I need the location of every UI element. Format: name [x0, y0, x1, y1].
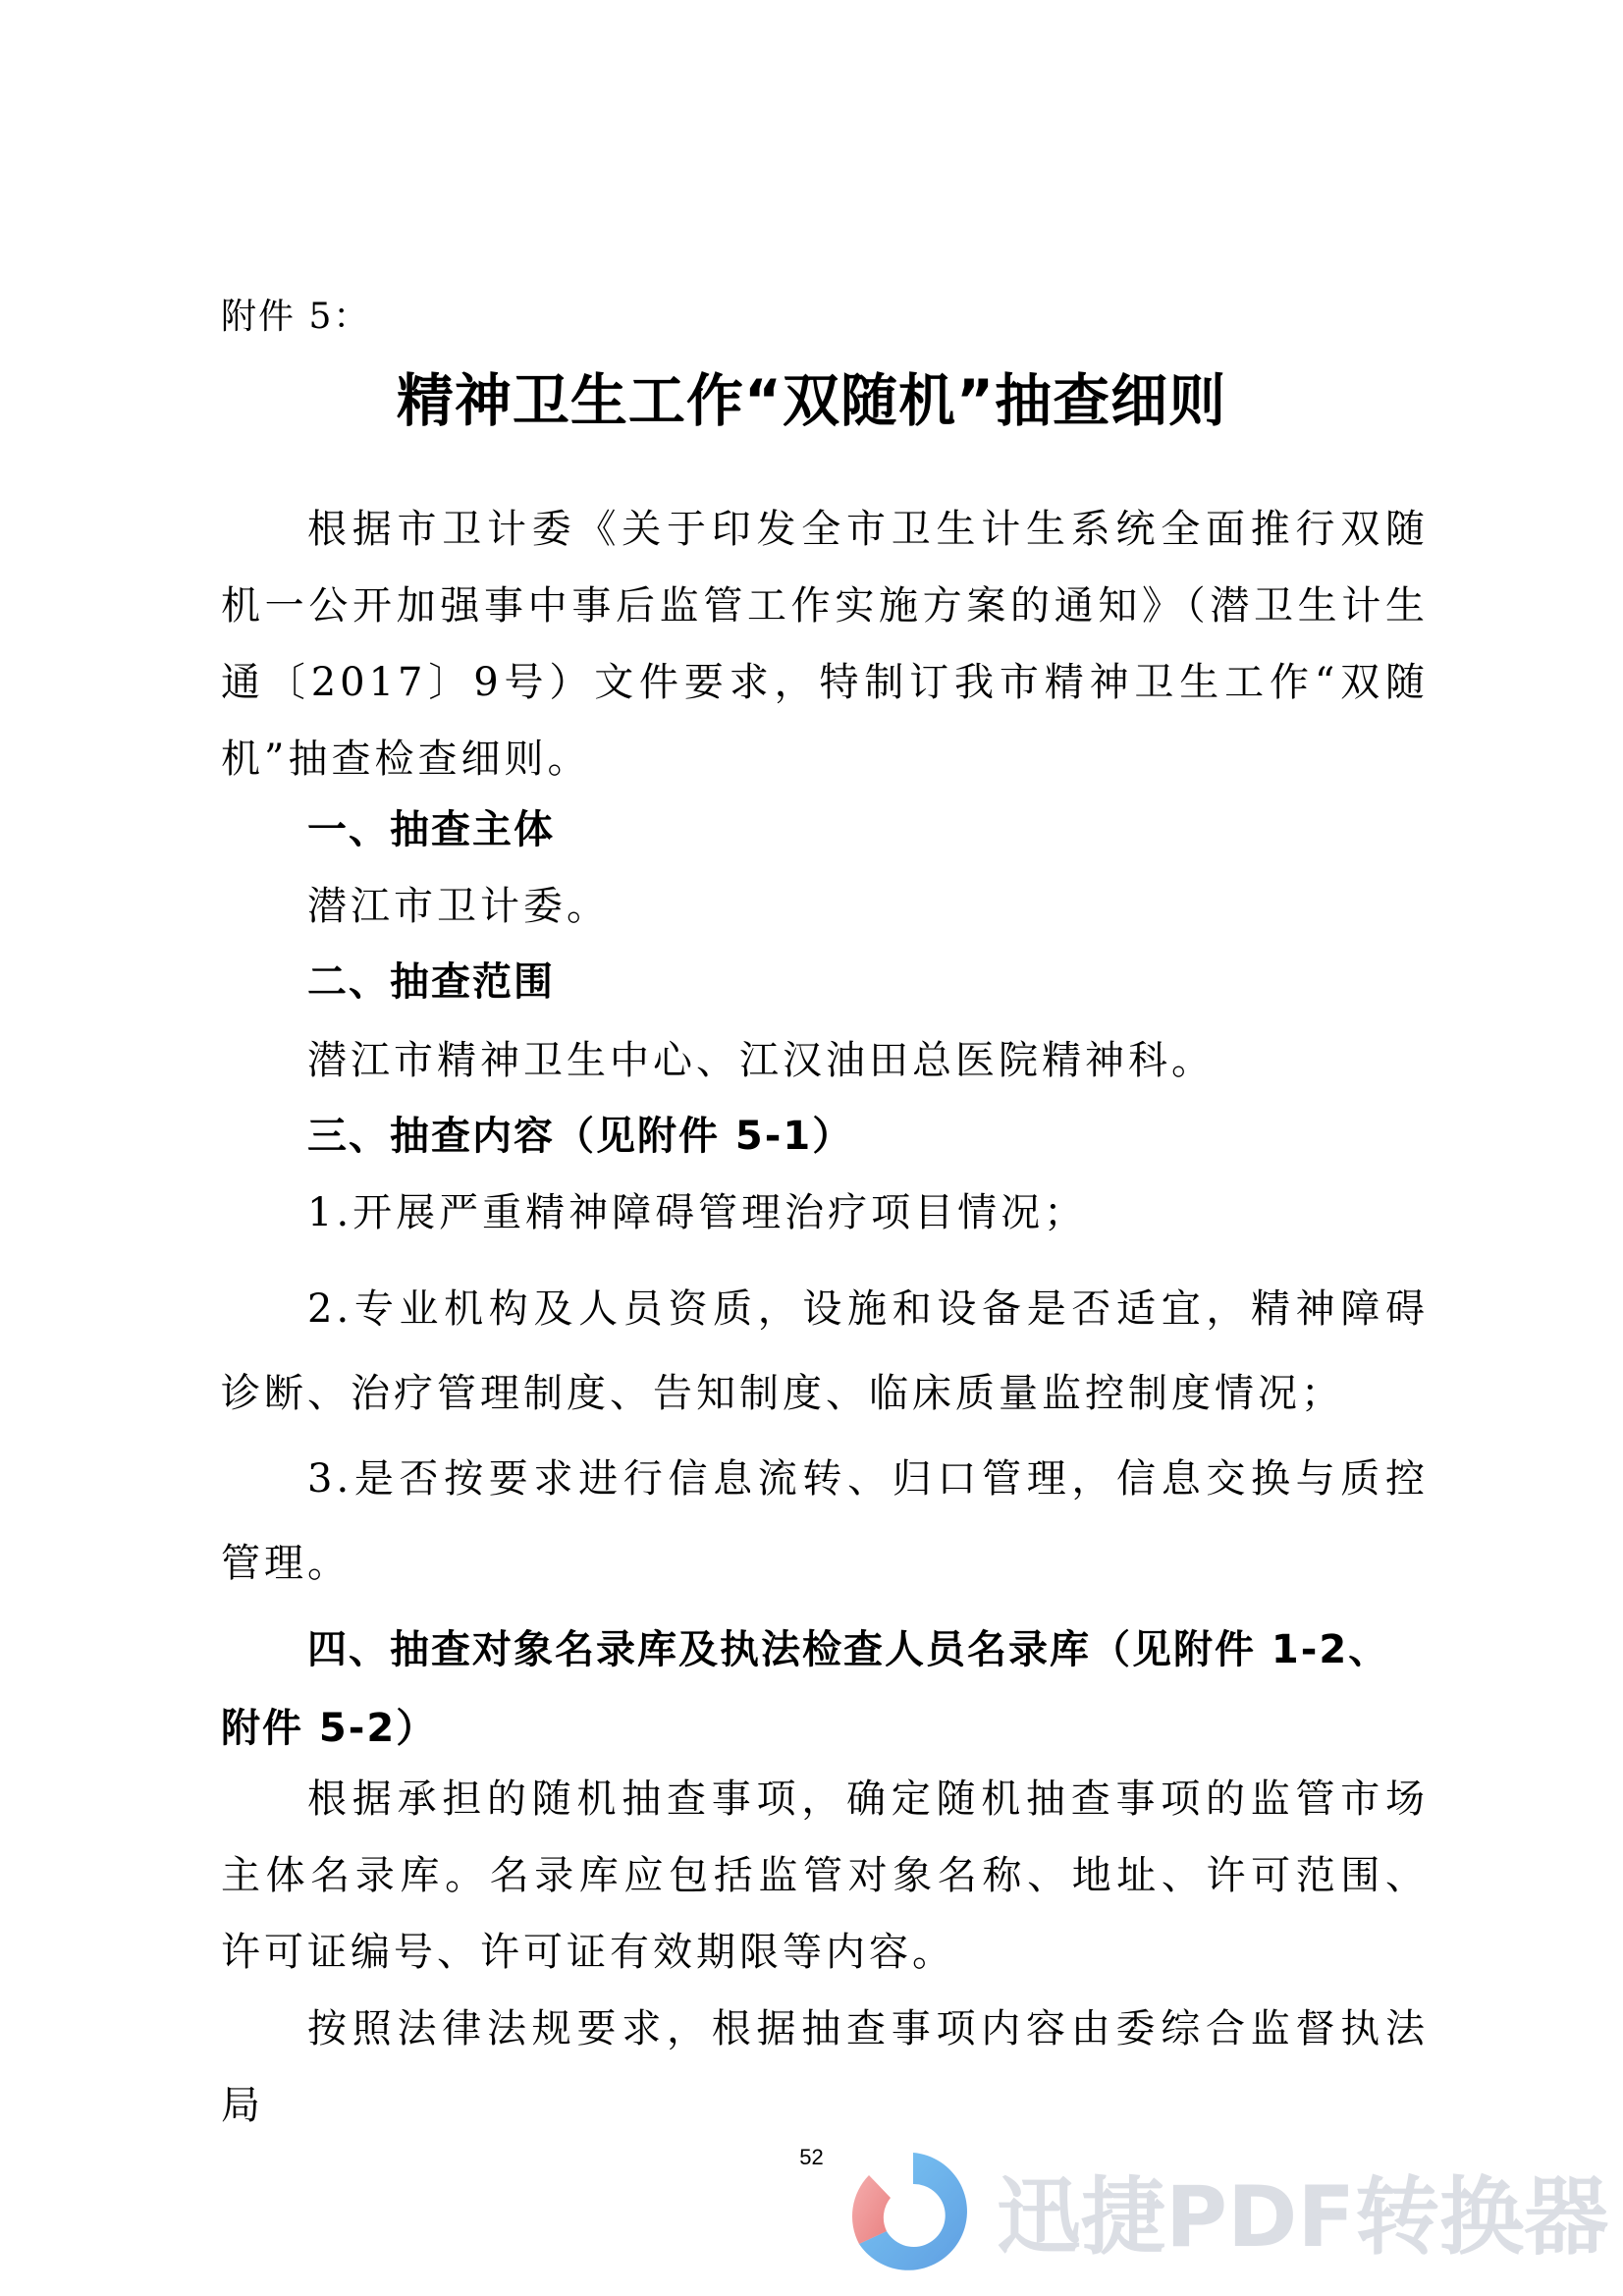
- section-text-subject: 潜江市卫计委。: [307, 884, 610, 929]
- document-title: 精神卫生工作“双随机”抽查细则: [396, 367, 1227, 434]
- section-heading-directory: 四、抽查对象名录库及执法检查人员名录库（见附件 1-2、附件 5-2）: [221, 1627, 1390, 1751]
- section-heading-scope: 二、抽查范围: [307, 959, 555, 1005]
- watermark: [839, 2141, 1615, 2288]
- directory-paragraph-1: 根据承担的随机抽查事项，确定随机抽查事项的监管市场主体名录库。名录库应包括监管对象名称、地址、许可范围、许可证编号、许可证有效期限等内容。: [221, 1777, 1429, 1975]
- directory-paragraph-2: 按照法律法规要求，根据抽查事项内容由委综合监督执法局: [221, 2006, 1429, 2128]
- xunjie-pdf-logo-icon: [839, 2141, 987, 2288]
- section-heading-subject: 一、抽查主体: [307, 807, 555, 852]
- intro-paragraph: 根据市卫计委《关于印发全市卫生计生系统全面推行双随机一公开加强事中事后监管工作实施方案的通知》（潜卫生计生通〔2017〕9号）文件要求，特制订我市精神卫生工作“双随机”抽查检查细则。: [221, 507, 1429, 782]
- content-item-1: 1.开展严重精神障碍管理治疗项目情况；: [307, 1190, 1088, 1235]
- section-text-scope: 潜江市精神卫生中心、江汉油田总医院精神科。: [307, 1038, 1215, 1083]
- attachment-label: 附件 5：: [221, 297, 371, 337]
- content-item-2: 2.专业机构及人员资质，设施和设备是否适宜，精神障碍诊断、治疗管理制度、告知制度、临床质量监控制度情况；: [221, 1286, 1429, 1416]
- page-number: 52: [799, 2145, 824, 2169]
- watermark-text: 迅捷PDF转换器: [997, 2168, 1609, 2267]
- section-heading-content: 三、抽查内容（见附件 5-1）: [307, 1114, 854, 1159]
- content-item-3: 3.是否按要求进行信息流转、归口管理，信息交换与质控管理。: [221, 1456, 1429, 1586]
